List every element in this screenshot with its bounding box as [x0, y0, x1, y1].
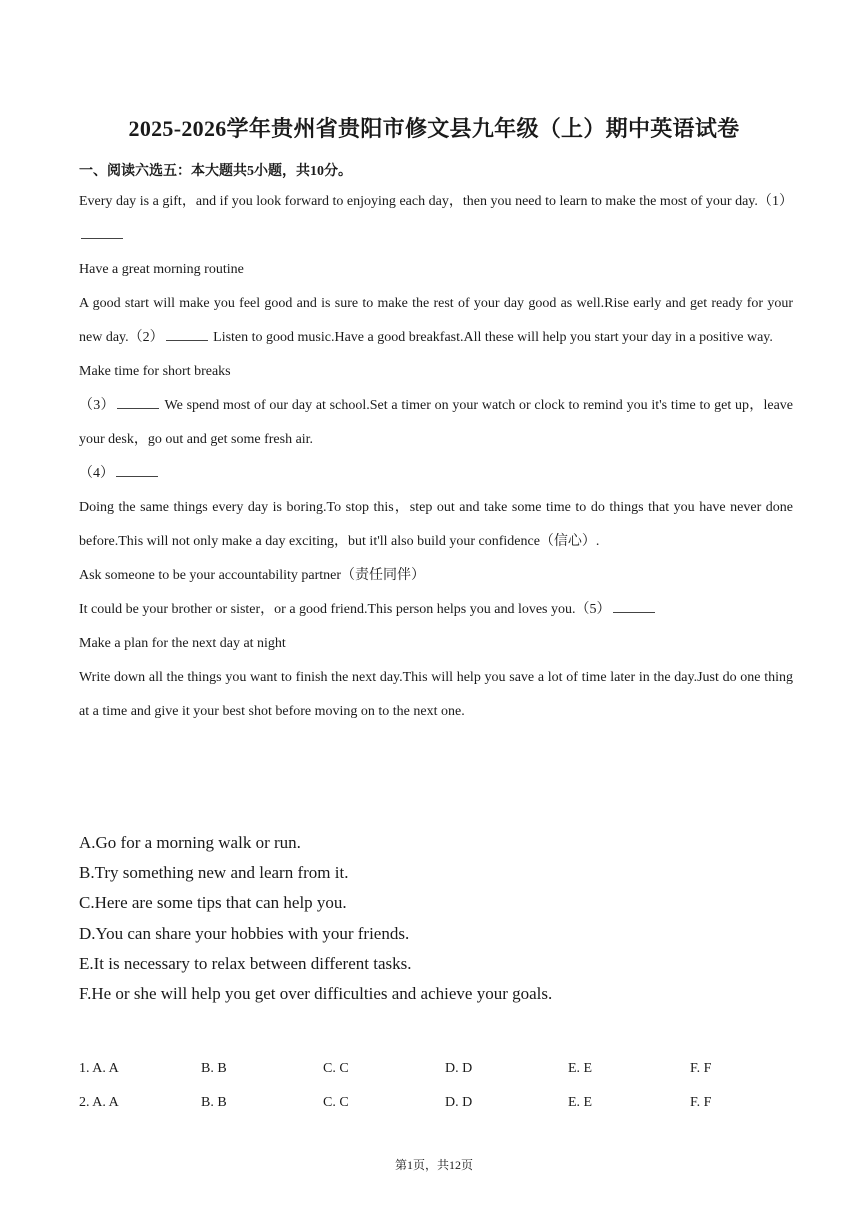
answer-blank-2[interactable] [166, 328, 208, 341]
passage-heading-3: （4） [79, 457, 793, 491]
option-b: B.Try something new and learn from it. [79, 863, 349, 883]
choice-2-e[interactable]: E. E [568, 1095, 593, 1110]
answer-blank-4[interactable] [116, 464, 158, 477]
page-footer: 第1页，共12页 [394, 1158, 473, 1172]
choice-1-e[interactable]: E. E [568, 1061, 593, 1076]
choice-1-d[interactable]: D. D [445, 1061, 473, 1076]
answer-row-1 [79, 1052, 793, 1086]
option-d: D.You can share your hobbies with your friends. [79, 923, 410, 943]
option-f: F.He or she will help you get over difficulties and achieve your goals. [79, 984, 553, 1004]
answer-row-2 [79, 1086, 793, 1120]
choice-1-c[interactable]: C. C [323, 1061, 349, 1076]
choice-1-f[interactable]: F. F [690, 1061, 712, 1076]
answer-blank-1[interactable] [81, 226, 123, 239]
choice-2-c[interactable]: C. C [323, 1095, 349, 1110]
choice-2-a[interactable]: 2. A. A [79, 1095, 119, 1110]
option-list [79, 828, 793, 1009]
passage-heading-1: Have a great morning routine [79, 262, 244, 277]
passage-heading-5: Make a plan for the next day at night [79, 636, 286, 651]
passage-heading-4: Ask someone to be your accountability partner（责任同伴） [79, 568, 426, 583]
choice-2-d[interactable]: D. D [445, 1095, 473, 1110]
section-heading: 一、阅读六选五：本大题共5小题，共10分。 [79, 164, 352, 179]
option-a: A.Go for a morning walk or run. [79, 833, 301, 852]
answer-choices [79, 1052, 793, 1120]
reading-passage [79, 185, 793, 729]
passage-heading-2: Make time for short breaks [79, 364, 231, 379]
option-c: C.Here are some tips that can help you. [79, 893, 347, 913]
passage-paragraph-2: A good start will make you feel good and is sure to make the rest of your day good as well.Rise early and get ready for your new day.（2） Listen to good music.Have a good breakfast.All these will help you start your day in a positive way. [79, 296, 793, 345]
exam-title: 2025-2026学年贵州省贵阳市修文县九年级（上）期中英语试卷 [128, 116, 740, 141]
passage-paragraph-3: （3） We spend most of our day at school.Set a timer on your watch or clock to remind you it's time to get up，leave your desk，go out and get some fresh air. [79, 398, 794, 447]
choice-1-a[interactable]: 1. A. A [79, 1061, 119, 1076]
choice-1-b[interactable]: B. B [201, 1061, 227, 1076]
choice-2-f[interactable]: F. F [690, 1095, 712, 1110]
choice-2-b[interactable]: B. B [201, 1095, 227, 1110]
answer-blank-3[interactable] [117, 396, 159, 409]
passage-paragraph-1: Every day is a gift，and if you look forward to enjoying each day，then you need to learn to make the most of your day.（1） [79, 185, 793, 253]
option-e: E.It is necessary to relax between different tasks. [79, 953, 412, 973]
passage-paragraph-5: It could be your brother or sister，or a good friend.This person helps you and loves you.（5） [79, 593, 793, 627]
passage-paragraph-6: Write down all the things you want to finish the next day.This will help you save a lot of time later in the day.Just do one thing at a time and give it your best shot before moving on to the next one. [79, 670, 793, 719]
answer-blank-5[interactable] [613, 600, 655, 613]
passage-paragraph-4: Doing the same things every day is boring.To stop this，step out and take some time to do things that you have never done before.This will not only make a day exciting，but it'll also build your confidence（信心）. [79, 500, 793, 549]
